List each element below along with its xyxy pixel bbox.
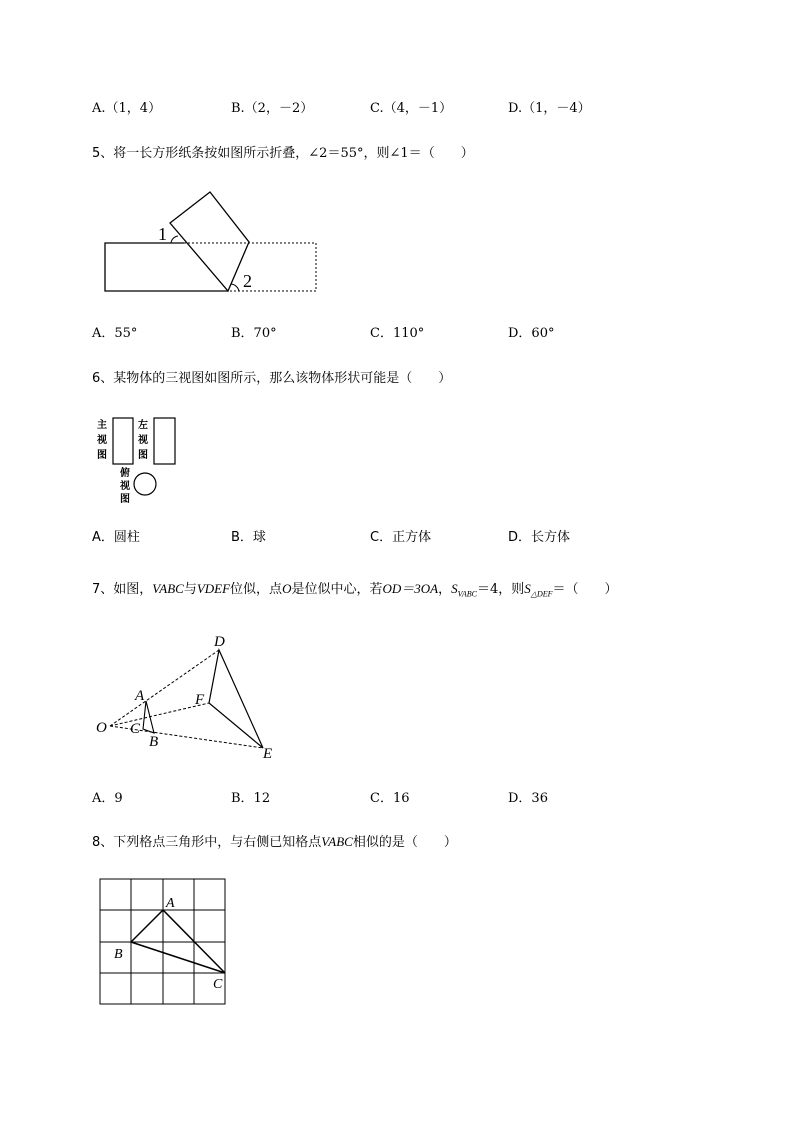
q7-label-e: E: [263, 746, 273, 762]
q7-comma: ，: [438, 582, 452, 597]
q5-angle-given: ∠2＝55°: [308, 146, 364, 161]
top-view-label-2: 视: [120, 481, 130, 492]
q6-option-a[interactable]: A．圆柱: [92, 530, 140, 545]
q7-option-b[interactable]: B．12: [231, 791, 271, 806]
q5-stem-end: （ ）: [421, 146, 474, 161]
top-view-label-1: 俯: [120, 468, 130, 479]
q7-option-a[interactable]: A．9: [92, 791, 123, 806]
front-view-label-3: 图: [97, 450, 107, 461]
q7-stem-d: ，则: [498, 582, 525, 597]
q4-option-d[interactable]: D.（1，－4）: [508, 101, 591, 116]
top-view-label-3: 图: [120, 494, 130, 505]
q5-option-d[interactable]: D．60°: [508, 326, 555, 341]
q6-option-b[interactable]: B．球: [231, 530, 266, 545]
q8-label-b: B: [114, 947, 123, 962]
q8-triangle-abc: VABC: [321, 834, 353, 849]
q5-option-c[interactable]: C．110°: [370, 326, 425, 341]
q7-stem-c: 是位似中心，若: [291, 582, 383, 597]
q7-option-c[interactable]: C．16: [370, 791, 410, 806]
left-view-label-2: 视: [138, 435, 148, 446]
q5-label-1: 1: [158, 224, 167, 244]
q4-option-b[interactable]: B.（2，－2）: [231, 101, 314, 116]
left-view-label-3: 图: [138, 450, 148, 461]
q6-stem: 6、某物体的三视图如图所示，那么该物体形状可能是（ ）: [92, 371, 452, 386]
q4-option-c[interactable]: C.（4，－1）: [370, 101, 453, 116]
q7-area-s: S: [451, 581, 458, 596]
q7-area-sub: VABC: [457, 589, 477, 599]
q4-option-a[interactable]: A.（1，4）: [92, 101, 162, 116]
q8-stem-end: 相似的是（ ）: [352, 835, 457, 850]
left-view-label-1: 左: [138, 420, 148, 431]
q7-ask-sub: △DEF: [530, 589, 553, 599]
q5-stem-mid: ，则: [363, 146, 390, 161]
q5-stem-pre: 5、将一长方形纸条按如图所示折叠，: [92, 146, 309, 161]
q5-option-a[interactable]: A．55°: [92, 326, 138, 341]
q8-label-a: A: [166, 896, 175, 911]
q7-label-b: B: [149, 734, 159, 750]
q7-stem-pre: 7、如图，: [92, 582, 153, 597]
q6-option-c[interactable]: C．正方体: [370, 530, 432, 545]
q6-option-d[interactable]: D．长方体: [508, 530, 571, 545]
q7-ask-s: S: [524, 581, 531, 596]
q7-label-c: C: [130, 721, 141, 737]
q7-stem-a: 与: [183, 582, 197, 597]
q7-triangle-def: VDEF: [196, 581, 231, 596]
q7-point-o: O: [282, 581, 292, 596]
q7-label-d: D: [214, 634, 225, 650]
q7-area-value: ＝4: [477, 582, 499, 597]
q7-label-o: O: [96, 720, 107, 736]
q7-option-d[interactable]: D．36: [508, 791, 548, 806]
front-view-label-1: 主: [97, 420, 107, 431]
q8-stem-pre: 8、下列格点三角形中，与右侧已知格点: [92, 835, 322, 850]
front-view-label-2: 视: [97, 435, 107, 446]
q5-option-b[interactable]: B．70°: [231, 326, 277, 341]
q5-label-2: 2: [243, 271, 252, 291]
q7-label-f: F: [195, 692, 205, 708]
q8-label-c: C: [213, 977, 223, 992]
q7-ask-eq: ＝（ ）: [552, 582, 618, 597]
q7-ratio: OD＝3OA: [382, 581, 439, 596]
q7-triangle-abc: VABC: [152, 581, 184, 596]
q5-angle-ask: ∠1＝: [389, 146, 422, 161]
q7-stem-b: 位似，点: [230, 582, 283, 597]
q7-label-a: A: [135, 688, 145, 704]
